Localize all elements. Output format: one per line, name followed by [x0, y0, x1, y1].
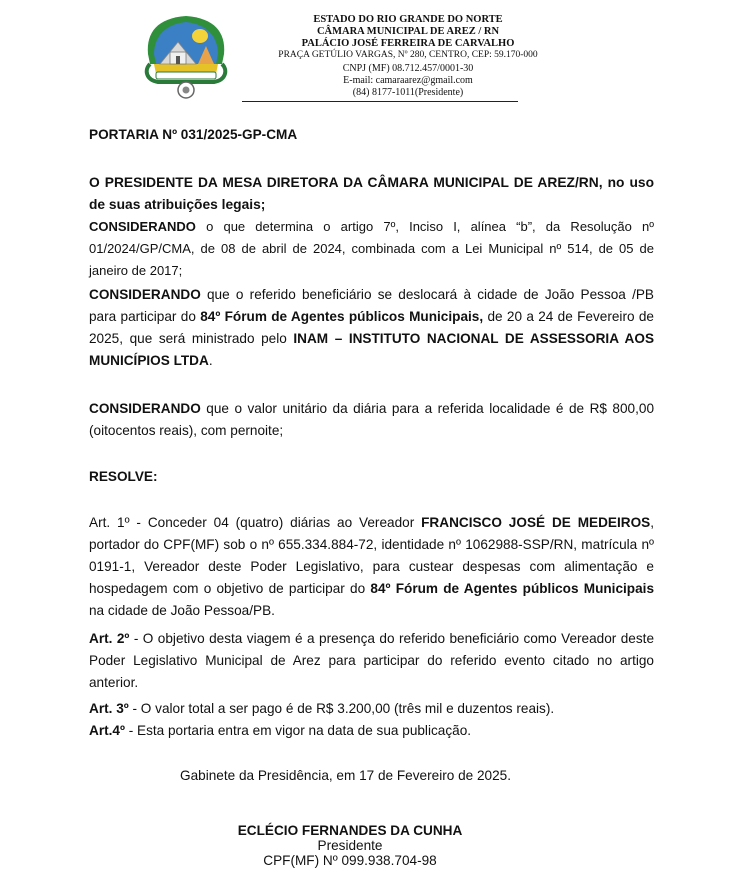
header-address: PRAÇA GETÚLIO VARGAS, Nº 280, CENTRO, CEP: 59.170-000 [278, 50, 538, 60]
considerando-1 [89, 216, 654, 282]
article-4-text: - Esta portaria entra em vigor na data de sua publicação. [128, 723, 472, 738]
considerando-2-text-a: que o referido beneficiário se deslocará à cidade de João Pessoa /PB para participar do [89, 287, 654, 324]
considerando-label: CONSIDERANDO [89, 401, 201, 416]
article-2 [89, 628, 654, 694]
article-4-label: Art.4º [89, 723, 125, 738]
signatory-role: Presidente [317, 838, 383, 853]
header-chamber: CÂMARA MUNICIPAL DE AREZ / RN [316, 26, 500, 37]
signatory-name: ECLÉCIO FERNANDES DA CUNHA [237, 823, 463, 838]
portaria-title: PORTARIA Nº 031/2025-GP-CMA [89, 127, 298, 142]
institution-name: INAM – INSTITUTO NACIONAL DE ASSESSORIA AOS MUNICÍPIOS LTDA [89, 331, 655, 368]
header-state: ESTADO DO RIO GRANDE DO NORTE [313, 14, 503, 25]
header-cnpj: CNPJ (MF) 08.712.457/0001-30 [342, 63, 474, 74]
article-3-label: Art. 3º [89, 701, 129, 716]
article-1-text-a: Art. 1º - Conceder 04 (quatro) diárias ao Vereador [89, 515, 415, 530]
considerando-1-text: o que determina o artigo 7º, Inciso I, alínea “b”, da Resolução nº 01/2024/GP/CMA, de 08 de abril de 2024, combinada com a Lei Municipal nº 514, de 05 de janeiro de 2017; [89, 219, 654, 278]
article-3 [89, 698, 654, 720]
article-1-text-b: , portador do CPF(MF) sob o nº 655.334.884-72, identidade nº 1062988-SSP/RN, matrícula nº 0191-1, Vereador deste Poder Legislativo, para custear despesas com alimentação e hospedagem com o objetivo de participar do [89, 515, 655, 596]
considerando-label: CONSIDERANDO [89, 287, 201, 302]
place-date: Gabinete da Presidência, em 17 de Fevereiro de 2025. [180, 768, 511, 783]
signatory-cpf: CPF(MF) Nº 099.938.704-98 [263, 853, 437, 868]
article-3-text: - O valor total a ser pago é de R$ 3.200,00 (três mil e duzentos reais). [132, 701, 555, 716]
considerando-2-text-b: de 20 a 24 de Fevereiro de 2025, que será ministrado pelo [89, 309, 654, 346]
article-1 [89, 512, 654, 622]
header-phone: (84) 8177-1011(Presidente) [352, 87, 464, 98]
intro-paragraph: O PRESIDENTE DA MESA DIRETORA DA CÂMARA MUNICIPAL DE AREZ/RN, no uso de suas atribuições legais; [89, 175, 654, 212]
coat-of-arms-logo [140, 12, 232, 102]
article-4 [89, 720, 654, 742]
councilor-name: FRANCISCO JOSÉ DE MEDEIROS [421, 515, 651, 530]
considerando-2 [89, 284, 654, 372]
article-2-text: - O objetivo desta viagem é a presença do referido beneficiário como Vereador deste Poder Legislativo Municipal de Arez para participar do referido evento citado no artigo anterior. [89, 631, 654, 690]
considerando-2-end: . [208, 353, 213, 368]
article-2-label: Art. 2º [89, 631, 130, 646]
considerando-3 [89, 398, 654, 442]
resolve-heading: RESOLVE: [89, 469, 158, 484]
article-1-text-c: na cidade de João Pessoa/PB. [89, 603, 275, 618]
considerando-3-text: que o valor unitário da diária para a referida localidade é de R$ 800,00 (oitocentos reais), com pernoite; [89, 401, 655, 438]
header-email: E-mail: camaraarez@gmail.com [343, 75, 473, 86]
header-palace: PALÁCIO JOSÉ FERREIRA DE CARVALHO [301, 38, 515, 49]
event-name: 84º Fórum de Agentes públicos Municipais, [200, 309, 484, 324]
header-divider [242, 101, 518, 102]
event-name: 84º Fórum de Agentes públicos Municipais [370, 581, 655, 596]
considerando-label: CONSIDERANDO [89, 219, 196, 234]
